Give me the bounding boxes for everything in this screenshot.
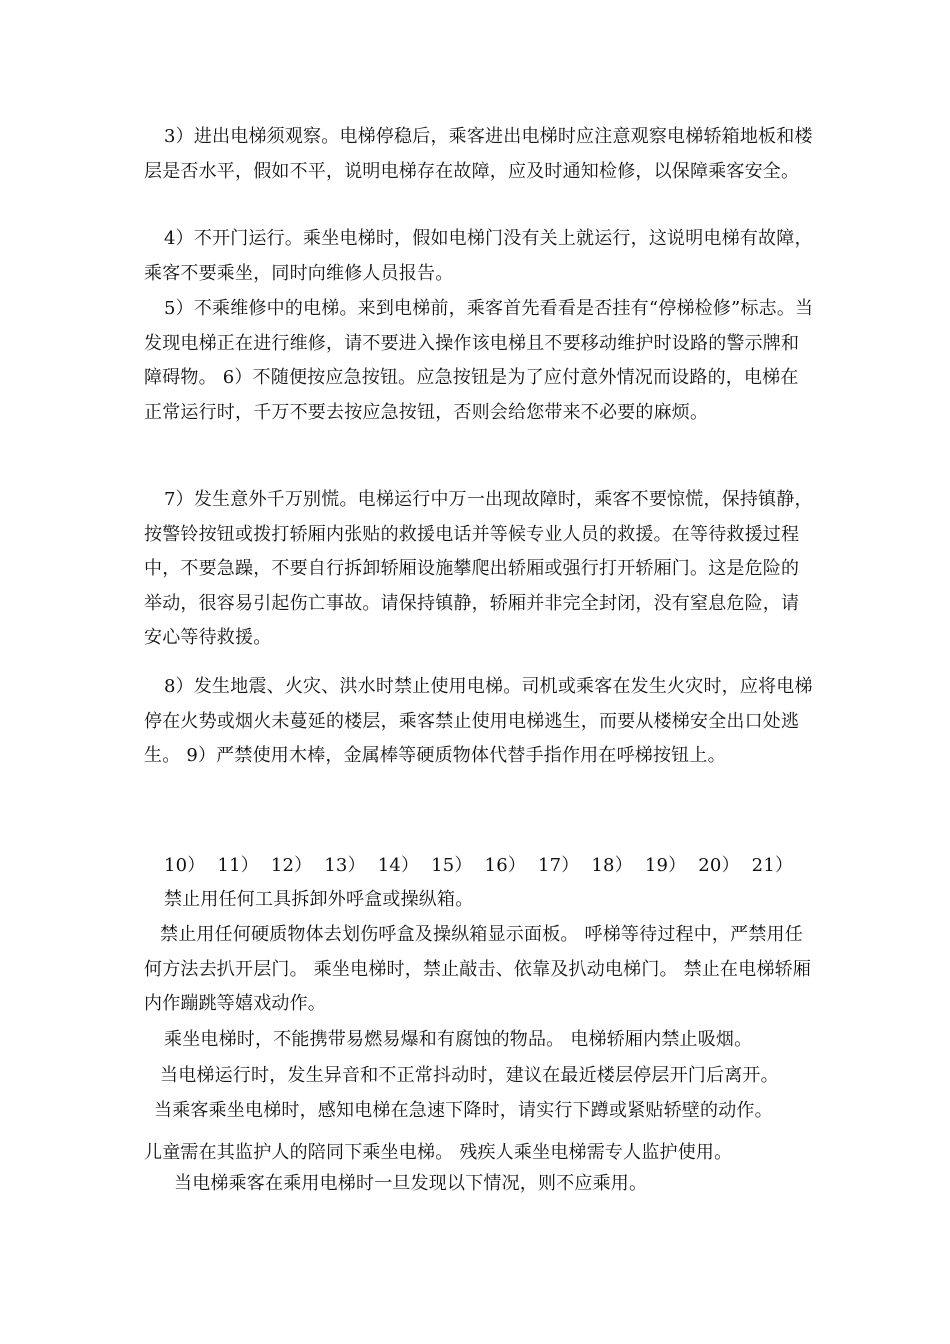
paragraph-no-disassembly: 禁止用任何工具拆卸外呼盒或操纵箱。 [164, 889, 474, 910]
paragraph-rapid-descent: 当乘客乘坐电梯时，感知电梯在急速下降时，请实行下蹲或紧贴轿壁的动作。 [154, 1100, 773, 1121]
paragraph-door-not-closed: 4）不开门运行。乘坐电梯时，假如电梯门没有关上就运行，这说明电梯有故障，乘客不要乘坐，同时向维修人员报告。 [144, 228, 813, 284]
paragraph-number-list: 10） 11） 12） 13） 14） 15） 16） 17） 18） 19） 20） 21） [164, 855, 794, 876]
paragraph-do-not-ride: 当电梯乘客在乘用电梯时一旦发现以下情况，则不应乘用。 [174, 1173, 648, 1194]
paragraph-disaster-rules: 8）发生地震、火灾、洪水时禁止使用电梯。司机或乘客在发生火灾时，应将电梯停在火势或烟火未蔓延的楼层，乘客禁止使用电梯逃生，而要从楼梯安全出口处逃生。 9）严禁使用木棒，金属棒等硬质物体代替手指作用在呼梯按钮上。 [144, 676, 813, 766]
paragraph-dont-panic: 7）发生意外千万别慌。电梯运行中万一出现故障时，乘客不要惊慌，保持镇静，按警铃按钮或拨打轿厢内张贴的救援电话并等候专业人员的救援。在等待救援过程中，不要急躁，不要自行拆卸轿厢设施攀爬出轿厢或强行打开轿厢门。这是危险的举动，很容易引起伤亡事故。请保持镇静，轿厢并非完全封闭，没有窒息危险，请安心等待救援。 [144, 489, 813, 648]
paragraph-children-disabled: 儿童需在其监护人的陪同下乘坐电梯。 残疾人乘坐电梯需专人监护使用。 [144, 1142, 733, 1163]
paragraph-prohibited-actions: 禁止用任何硬质物体去划伤呼盒及操纵箱显示面板。 呼梯等待过程中，严禁用任何方法去扒开层门。 乘坐电梯时，禁止敲击、依靠及扒动电梯门。 禁止在电梯轿厢内作蹦跳等嬉戏动作。 [144, 924, 812, 1014]
paragraph-flammables-smoking: 乘坐电梯时，不能携带易燃易爆和有腐蚀的物品。 电梯轿厢内禁止吸烟。 [164, 1029, 753, 1050]
paragraph-abnormal-noise: 当电梯运行时，发生异音和不正常抖动时，建议在最近楼层停层开门后离开。 [160, 1065, 779, 1086]
paragraph-maintenance-and-emergency-button: 5）不乘维修中的电梯。来到电梯前，乘客首先看看是否挂有“停梯检修”标志。当发现电梯正在进行维修，请不要进入操作该电梯且不要移动维护时设路的警示牌和障碍物。 6）不随便按应急按钮。应急按钮是为了应付意外情况而设路的，电梯在正常运行时，千万不要去按应急按钮，否则会给您带来不必要的麻烦。 [144, 298, 814, 423]
paragraph-observe-when-entering: 3）进出电梯须观察。电梯停稳后，乘客进出电梯时应注意观察电梯轿箱地板和楼层是否水平，假如不平，说明电梯存在故障，应及时通知检修，以保障乘客安全。 [144, 126, 813, 182]
